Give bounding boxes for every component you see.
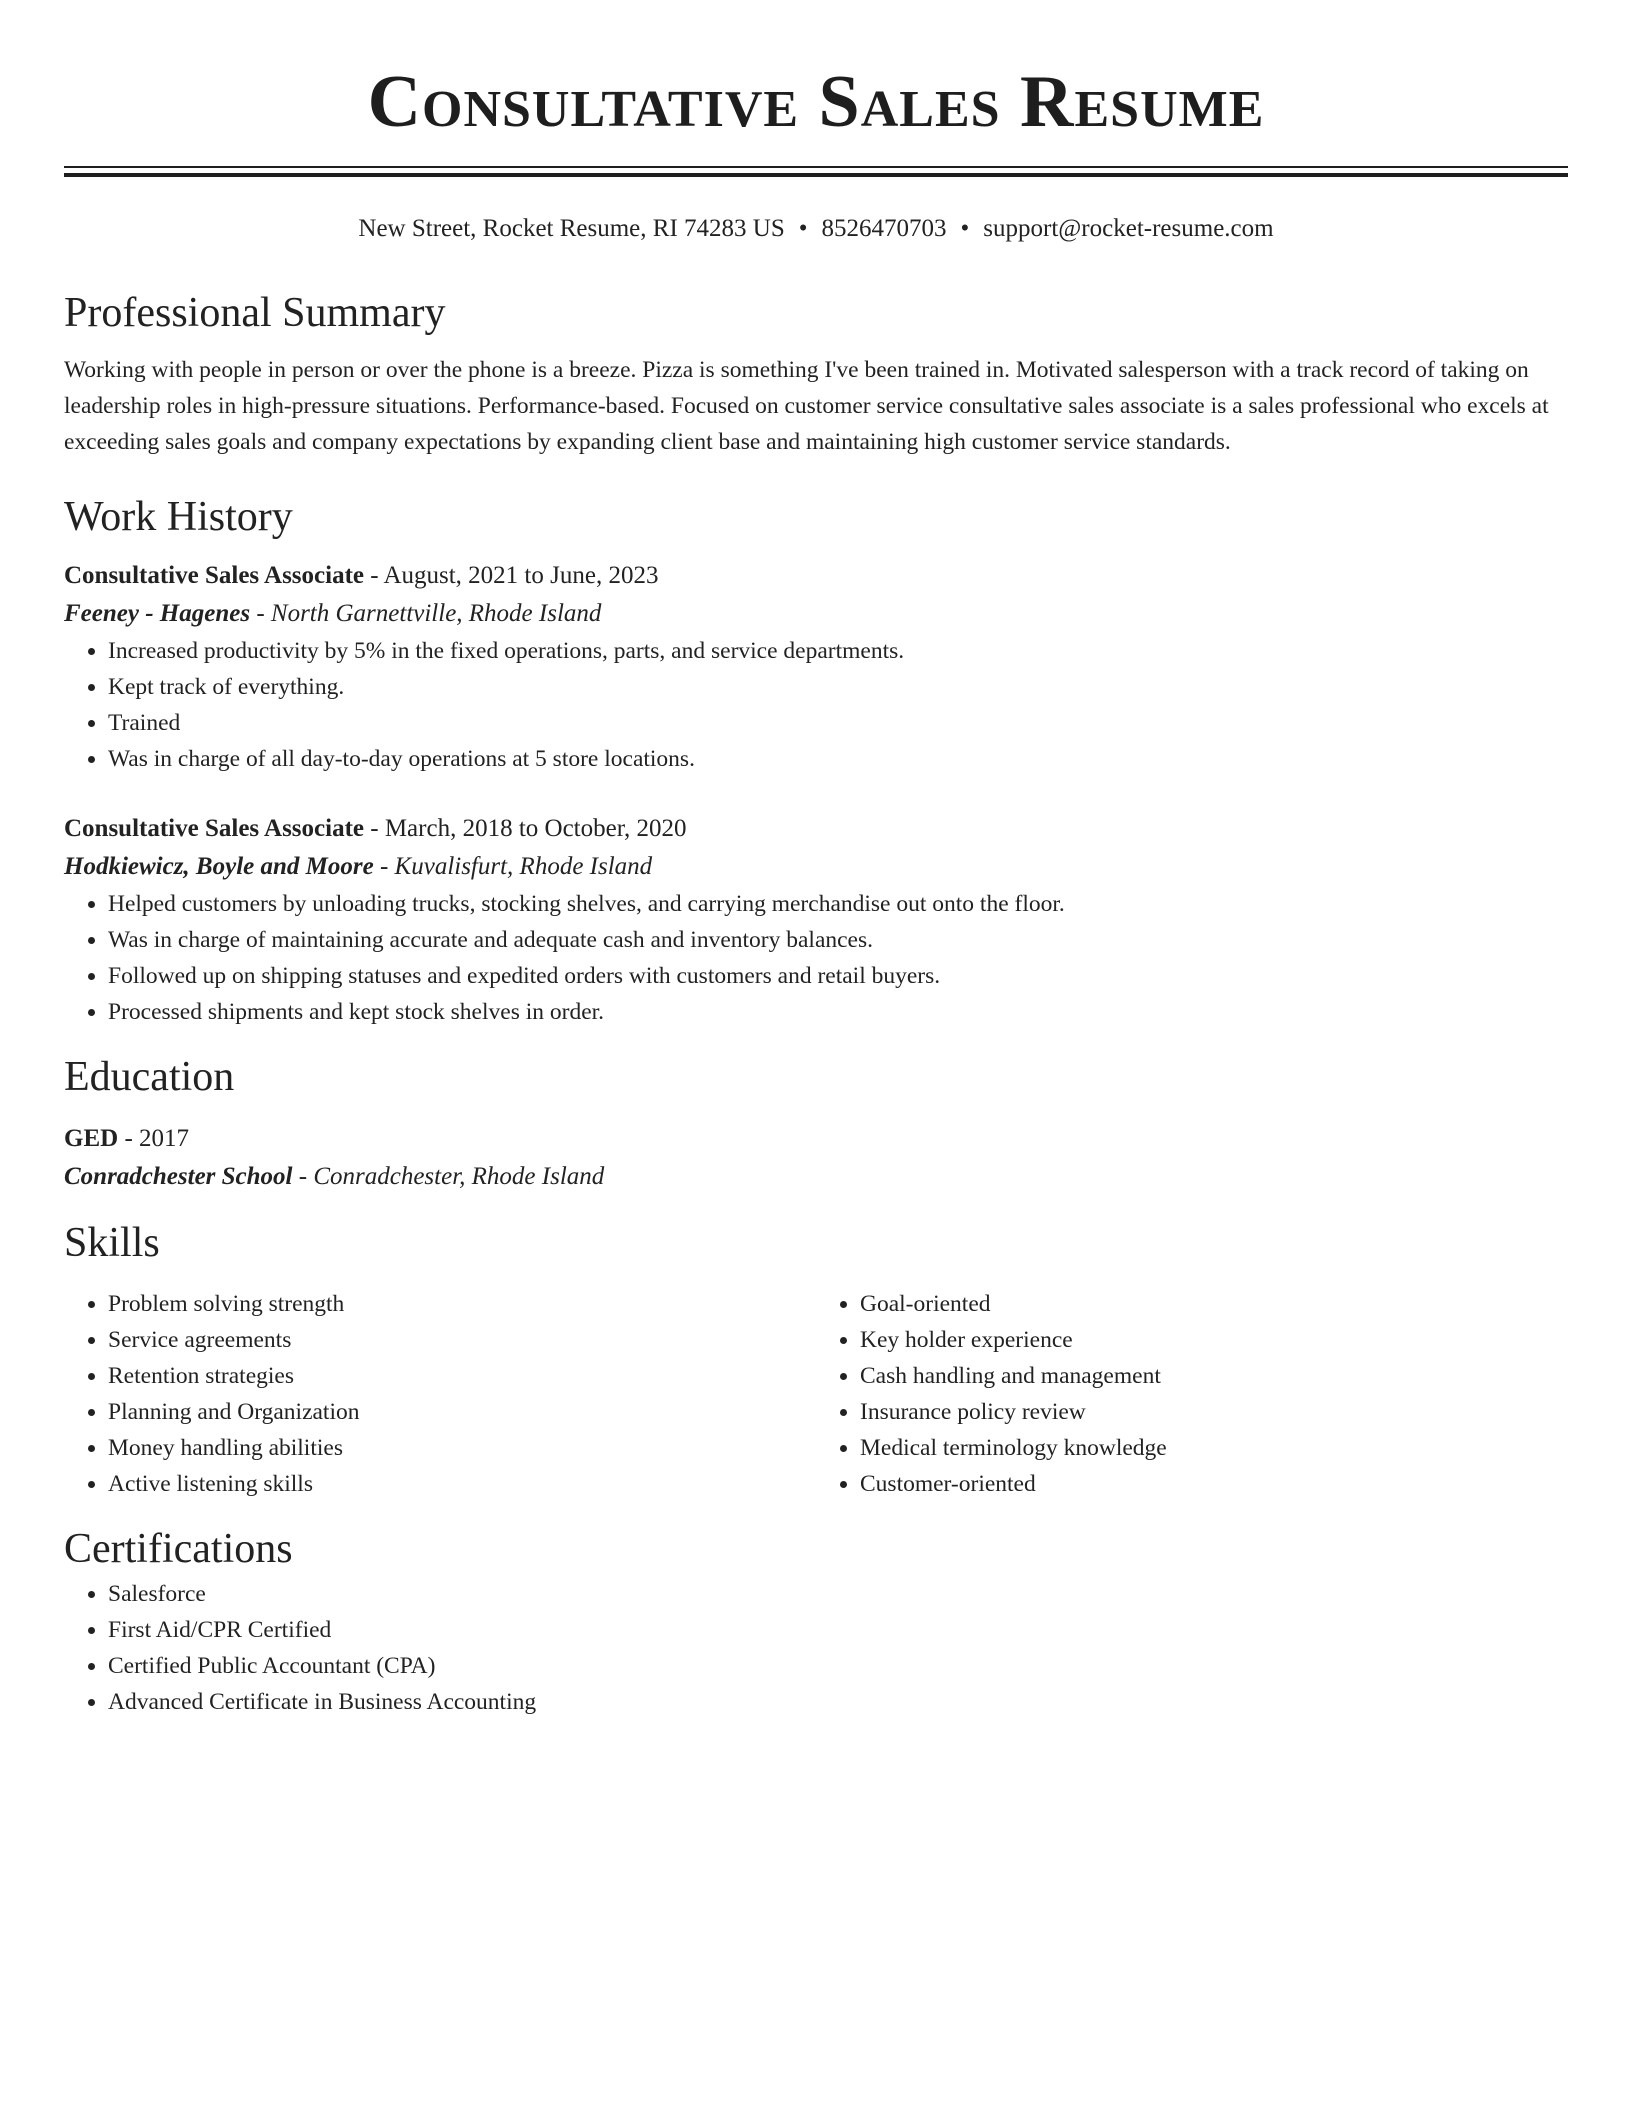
summary-heading: Professional Summary bbox=[64, 290, 446, 336]
list-item: • Helped customers by unloading trucks, stocking shelves, and carrying merchandise out onto the floor. bbox=[108, 886, 1568, 922]
list-item: • Was in charge of maintaining accurate and adequate cash and inventory balances. bbox=[108, 922, 1568, 958]
job-entry bbox=[64, 557, 1568, 777]
list-item: • First Aid/CPR Certified bbox=[108, 1612, 1568, 1648]
job-employer: Feeney - Hagenes bbox=[64, 600, 251, 627]
education-degree-line bbox=[64, 1120, 1568, 1158]
education-location: - Conradchester, Rhode Island bbox=[292, 1163, 605, 1190]
list-item: • Active listening skills bbox=[108, 1466, 816, 1502]
job-location: - Kuvalisfurt, Rhode Island bbox=[373, 853, 653, 880]
skills-heading: Skills bbox=[64, 1220, 160, 1266]
job-title-line bbox=[64, 557, 1568, 595]
list-item: • Money handling abilities bbox=[108, 1430, 816, 1466]
contact-separator: • bbox=[798, 215, 808, 242]
contact-email: support@rocket-resume.com bbox=[983, 215, 1274, 242]
job-entry bbox=[64, 810, 1568, 1030]
job-title-line bbox=[64, 810, 1568, 848]
education-heading: Education bbox=[64, 1054, 235, 1100]
list-item: • Planning and Organization bbox=[108, 1394, 816, 1430]
job-employer: Hodkiewicz, Boyle and Moore bbox=[64, 853, 374, 880]
contact-line bbox=[64, 211, 1568, 247]
certifications-list bbox=[64, 1576, 1568, 1720]
contact-phone: 8526470703 bbox=[821, 215, 947, 242]
list-item: • Certified Public Accountant (CPA) bbox=[108, 1648, 1568, 1684]
job-title: Consultative Sales Associate bbox=[64, 562, 364, 589]
contact-separator: • bbox=[960, 215, 970, 242]
list-item: • Medical terminology knowledge bbox=[860, 1430, 1568, 1466]
title-double-rule bbox=[64, 166, 1568, 177]
list-item: • Processed shipments and kept stock shelves in order. bbox=[108, 994, 1568, 1030]
education-year: - 2017 bbox=[118, 1125, 190, 1152]
education-school: Conradchester School bbox=[64, 1163, 293, 1190]
job-employer-line bbox=[64, 595, 1568, 633]
skills-grid bbox=[64, 1286, 1568, 1502]
list-item: • Advanced Certificate in Business Accounting bbox=[108, 1684, 1568, 1720]
list-item: • Retention strategies bbox=[108, 1358, 816, 1394]
work-history-heading: Work History bbox=[64, 494, 293, 540]
list-item: • Salesforce bbox=[108, 1576, 1568, 1612]
list-item: • Followed up on shipping statuses and expedited orders with customers and retail buyers. bbox=[108, 958, 1568, 994]
list-item: • Kept track of everything. bbox=[108, 669, 1568, 705]
summary-text: Working with people in person or over the phone is a breeze. Pizza is something I've been trained in. Motivated salesperson with a track record of taking on leadership roles in high-pressure situations. Performance-based. Focused on customer service consultative sales associate is a sales professional who excels at exceeding sales goals and company expectations by expanding client base and maintaining high customer service standards. bbox=[64, 357, 1549, 455]
skills-list-left bbox=[64, 1286, 816, 1502]
list-item: • Key holder experience bbox=[860, 1322, 1568, 1358]
education-school-line bbox=[64, 1158, 1568, 1196]
job-dates: - August, 2021 to June, 2023 bbox=[364, 562, 659, 589]
job-bullet-list bbox=[64, 633, 1568, 777]
skills-list-right bbox=[816, 1286, 1568, 1502]
certifications-heading: Certifications bbox=[64, 1526, 293, 1572]
list-item: • Problem solving strength bbox=[108, 1286, 816, 1322]
list-item: • Trained bbox=[108, 705, 1568, 741]
job-employer-line bbox=[64, 848, 1568, 886]
list-item: • Cash handling and management bbox=[860, 1358, 1568, 1394]
list-item: • Customer-oriented bbox=[860, 1466, 1568, 1502]
contact-address: New Street, Rocket Resume, RI 74283 US bbox=[358, 215, 785, 242]
list-item: • Was in charge of all day-to-day operations at 5 store locations. bbox=[108, 741, 1568, 777]
list-item: • Insurance policy review bbox=[860, 1394, 1568, 1430]
job-dates: - March, 2018 to October, 2020 bbox=[364, 815, 687, 842]
list-item: • Increased productivity by 5% in the fixed operations, parts, and service departments. bbox=[108, 633, 1568, 669]
education-degree: GED bbox=[64, 1125, 119, 1152]
job-title: Consultative Sales Associate bbox=[64, 815, 364, 842]
resume-title: Consultative Sales Resume bbox=[367, 61, 1265, 143]
job-bullet-list bbox=[64, 886, 1568, 1030]
list-item: • Service agreements bbox=[108, 1322, 816, 1358]
list-item: • Goal-oriented bbox=[860, 1286, 1568, 1322]
job-location: - North Garnettville, Rhode Island bbox=[250, 600, 602, 627]
